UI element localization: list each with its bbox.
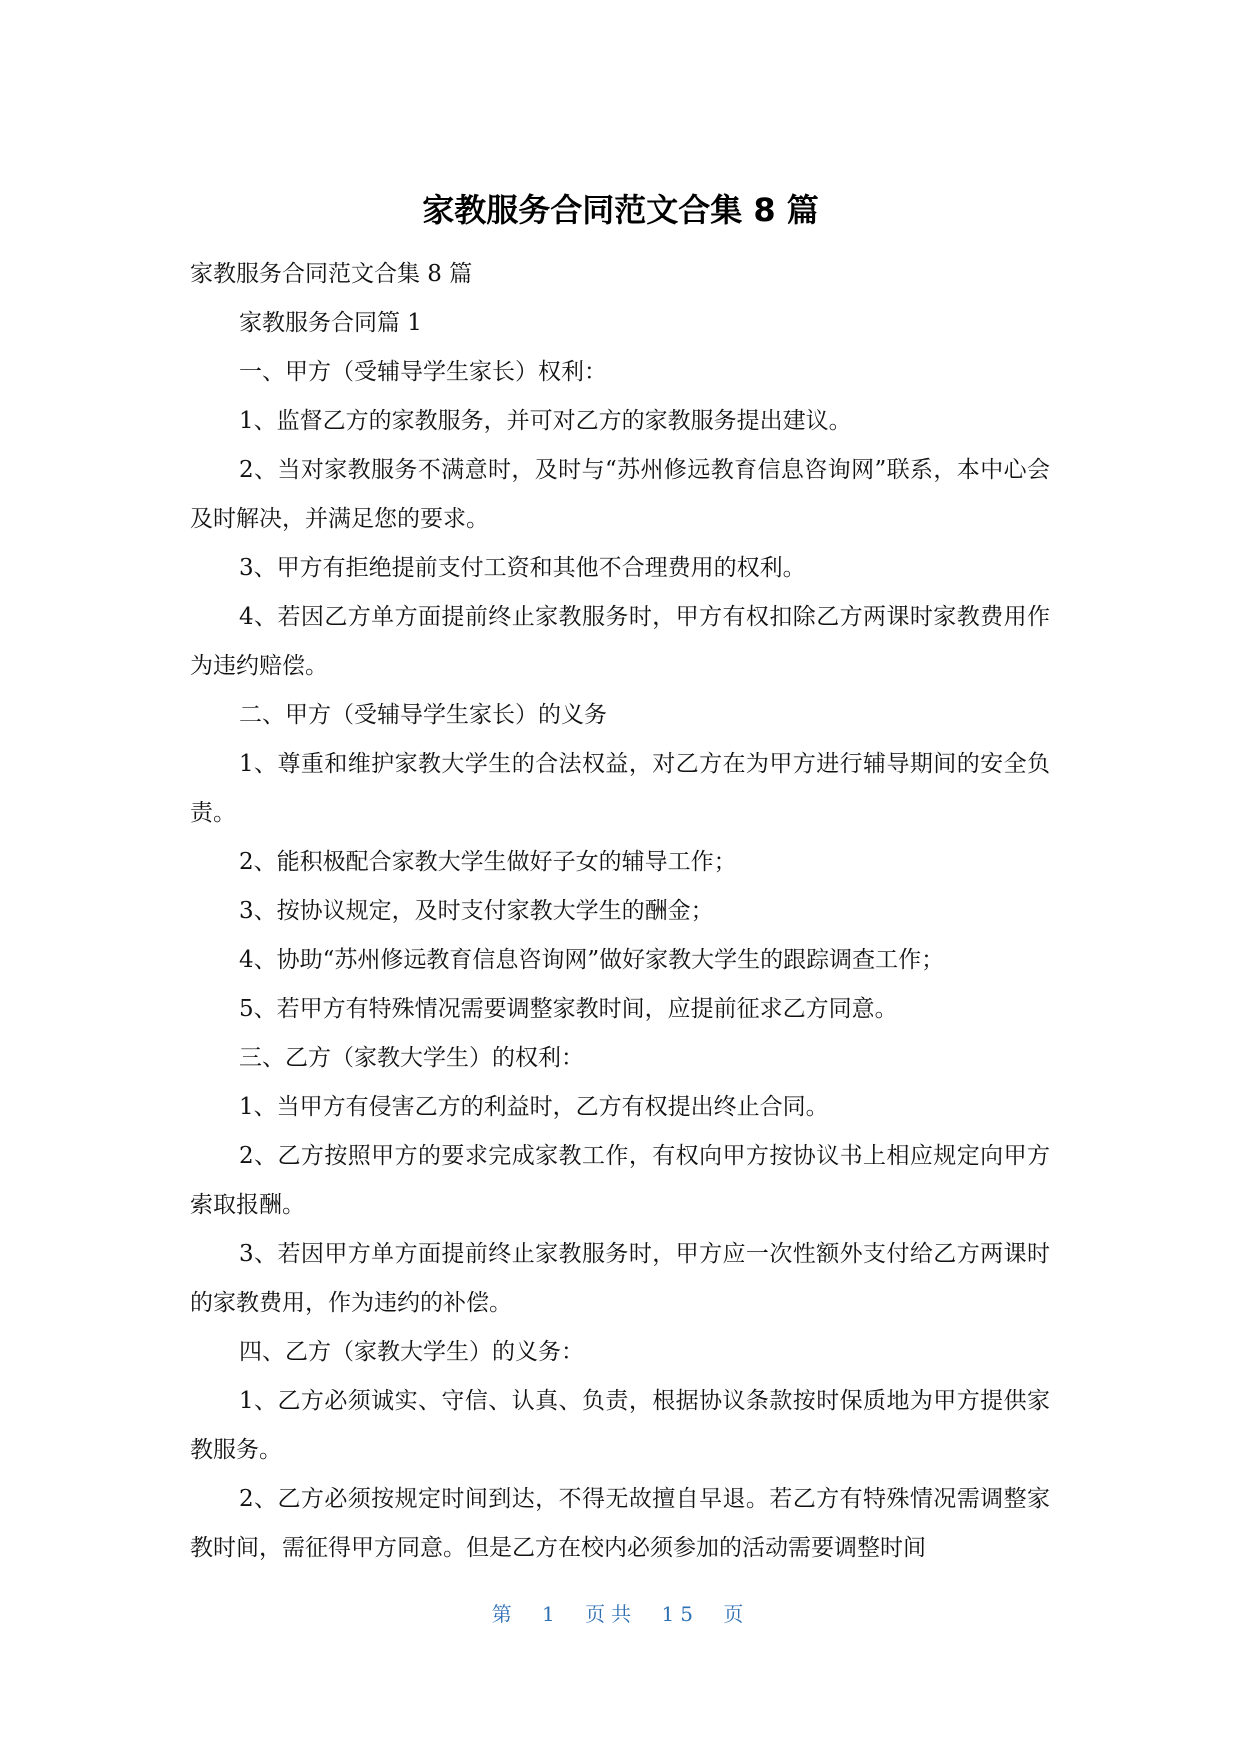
paragraph: 1、乙方必须诚实、守信、认真、负责，根据协议条款按时保质地为甲方提供家教服务。 [190,1388,1050,1463]
paragraph: 2、当对家教服务不满意时，及时与“苏州修远教育信息咨询网”联系，本中心会及时解决，并满足您的要求。 [190,457,1050,532]
paragraph: 2、乙方必须按规定时间到达，不得无故擅自早退。若乙方有特殊情况需调整家教时间，需征得甲方同意。但是乙方在校内必须参加的活动需要调整时间 [190,1486,1050,1561]
paragraph: 2、能积极配合家教大学生做好子女的辅导工作； [239,849,737,875]
paragraph: 3、按协议规定，及时支付家教大学生的酬金； [239,898,714,924]
section-heading: 二、甲方（受辅导学生家长）的义务 [239,702,607,728]
document-title: 家教服务合同范文合集 8 篇 [422,191,819,229]
paragraph: 5、若甲方有特殊情况需要调整家教时间，应提前征求乙方同意。 [239,996,898,1022]
page-footer [0,1600,1241,1628]
paragraph: 3、甲方有拒绝提前支付工资和其他不合理费用的权利。 [239,555,806,581]
footer-suffix: 页 [723,1602,750,1626]
paragraph: 4、若因乙方单方面提前终止家教服务时，甲方有权扣除乙方两课时家教费用作为违约赔偿。 [190,604,1050,679]
footer-middle: 页共 [585,1602,638,1626]
paragraph: 家教服务合同范文合集 8 篇 [190,261,473,287]
section-heading: 三、乙方（家教大学生）的权利： [239,1045,584,1071]
footer-total-pages: 15 [661,1602,699,1626]
paragraph: 3、若因甲方单方面提前终止家教服务时，甲方应一次性额外支付给乙方两课时的家教费用，作为违约的补偿。 [190,1241,1050,1316]
footer-prefix: 第 [491,1602,518,1626]
paragraph: 4、协助“苏州修远教育信息咨询网”做好家教大学生的跟踪调查工作； [239,947,945,973]
document-body [190,250,1050,1573]
footer-current-page: 1 [542,1602,561,1626]
paragraph: 1、当甲方有侵害乙方的利益时，乙方有权提出终止合同。 [239,1094,829,1120]
paragraph: 2、乙方按照甲方的要求完成家教工作，有权向甲方按协议书上相应规定向甲方索取报酬。 [190,1143,1050,1218]
section-heading: 四、乙方（家教大学生）的义务： [239,1339,584,1365]
paragraph: 家教服务合同篇 1 [239,310,422,336]
paragraph: 1、监督乙方的家教服务，并可对乙方的家教服务提出建议。 [239,408,852,434]
paragraph: 1、尊重和维护家教大学生的合法权益，对乙方在为甲方进行辅导期间的安全负责。 [190,751,1050,826]
section-heading: 一、甲方（受辅导学生家长）权利： [239,359,607,385]
